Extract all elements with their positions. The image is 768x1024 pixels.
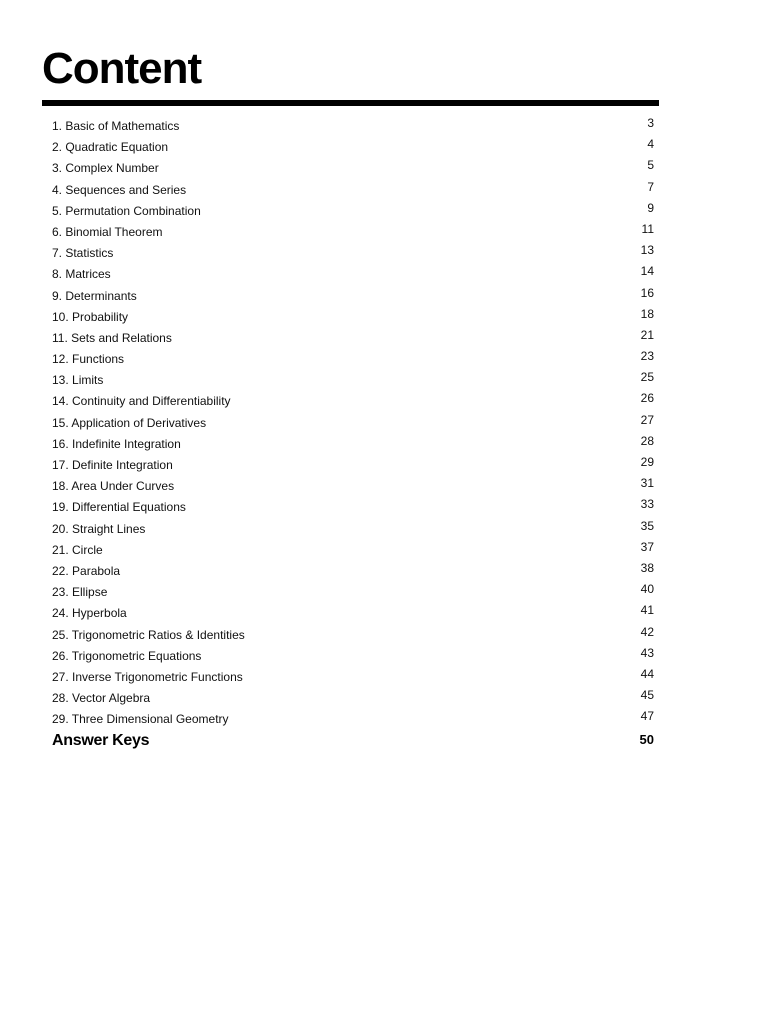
- toc-entry-label: 2. Quadratic Equation: [52, 140, 169, 155]
- toc-entry[interactable]: [52, 264, 656, 285]
- toc-entry-label: 4. Sequences and Series: [52, 182, 187, 197]
- toc-entry[interactable]: [52, 180, 656, 201]
- toc-entry-label: 6. Binomial Theorem: [52, 224, 163, 239]
- toc-entry-label: 21. Circle: [52, 542, 103, 557]
- toc-entry-label: 9. Determinants: [52, 288, 137, 303]
- toc-entry-page-number: 44: [640, 666, 654, 681]
- toc-entry-label: 29. Three Dimensional Geometry: [52, 712, 229, 727]
- toc-entry-page-number: 13: [640, 243, 654, 258]
- answer-keys-page-number: 50: [639, 732, 654, 747]
- toc-entry-page-number: 47: [640, 709, 654, 724]
- toc-entry[interactable]: [52, 349, 656, 370]
- toc-entry[interactable]: [52, 646, 656, 667]
- toc-entry-label: 12. Functions: [52, 352, 125, 367]
- title-divider: [42, 100, 659, 106]
- table-of-contents: [52, 116, 656, 730]
- toc-entry[interactable]: [52, 137, 656, 158]
- toc-entry-page-number: 3: [647, 116, 654, 130]
- toc-entry-page-number: 11: [641, 221, 654, 236]
- toc-entry[interactable]: [52, 561, 656, 582]
- toc-entry-label: 26. Trigonometric Equations: [52, 648, 202, 663]
- toc-entry[interactable]: [52, 243, 656, 264]
- toc-entry-label: 17. Definite Integration: [52, 458, 173, 472]
- toc-entry[interactable]: [52, 286, 656, 307]
- toc-entry-page-number: 28: [640, 433, 654, 448]
- toc-entry-label: 19. Differential Equations: [52, 500, 186, 515]
- toc-entry[interactable]: [52, 625, 656, 646]
- toc-entry[interactable]: [52, 540, 656, 561]
- toc-entry[interactable]: [52, 476, 656, 497]
- toc-entry[interactable]: [52, 434, 656, 455]
- toc-entry-label: 16. Indefinite Integration: [52, 436, 181, 451]
- answer-keys-entry[interactable]: [52, 729, 656, 753]
- toc-entry[interactable]: [52, 391, 656, 412]
- toc-entry[interactable]: [52, 307, 656, 328]
- toc-entry-label: 14. Continuity and Differentiability: [52, 394, 231, 409]
- toc-entry-page-number: 38: [640, 560, 654, 575]
- toc-entry-label: 27. Inverse Trigonometric Functions: [52, 669, 243, 684]
- toc-entry-page-number: 41: [640, 603, 654, 618]
- page-title: Content: [42, 44, 202, 93]
- toc-entry-label: 28. Vector Algebra: [52, 691, 151, 706]
- toc-entry-page-number: 14: [640, 264, 654, 279]
- toc-entry-page-number: 4: [647, 137, 654, 152]
- toc-entry-label: 11. Sets and Relations: [52, 330, 172, 345]
- toc-entry[interactable]: [52, 667, 656, 688]
- toc-entry[interactable]: [52, 603, 656, 624]
- toc-entry[interactable]: [52, 116, 656, 137]
- toc-entry[interactable]: [52, 688, 656, 709]
- toc-entry-page-number: 45: [640, 688, 654, 703]
- toc-entry[interactable]: [52, 413, 656, 434]
- toc-entry[interactable]: [52, 370, 656, 391]
- toc-entry-page-number: 21: [640, 327, 654, 342]
- toc-entry-page-number: 9: [647, 200, 654, 215]
- toc-entry[interactable]: [52, 709, 656, 730]
- toc-entry-page-number: 33: [640, 497, 654, 512]
- toc-entry-label: 10. Probability: [52, 309, 129, 324]
- toc-entry-label: 13. Limits: [52, 373, 104, 388]
- toc-entry-page-number: 29: [640, 455, 654, 469]
- toc-entry[interactable]: [52, 222, 656, 243]
- toc-entry-page-number: 27: [640, 412, 654, 427]
- toc-entry[interactable]: [52, 328, 656, 349]
- toc-entry-page-number: 23: [640, 349, 654, 364]
- toc-entry-label: 24. Hyperbola: [52, 606, 127, 621]
- toc-entry-page-number: 40: [640, 582, 654, 597]
- toc-entry-label: 1. Basic of Mathematics: [52, 119, 180, 133]
- toc-entry[interactable]: [52, 158, 656, 179]
- toc-entry-label: 15. Application of Derivatives: [52, 415, 207, 430]
- toc-entry[interactable]: [52, 201, 656, 222]
- toc-entry-page-number: 37: [640, 539, 654, 554]
- toc-entry-label: 3. Complex Number: [52, 161, 159, 176]
- toc-entry-page-number: 26: [640, 391, 654, 406]
- toc-entry-page-number: 43: [640, 645, 654, 660]
- toc-entry-page-number: 5: [647, 158, 654, 173]
- toc-entry[interactable]: [52, 497, 656, 518]
- toc-entry[interactable]: [52, 455, 656, 476]
- toc-entry-label: 23. Ellipse: [52, 585, 108, 600]
- toc-entry-label: 18. Area Under Curves: [52, 479, 175, 494]
- toc-entry[interactable]: [52, 582, 656, 603]
- toc-entry-label: 7. Statistics: [52, 246, 114, 261]
- toc-entry[interactable]: [52, 519, 656, 540]
- toc-entry-label: 20. Straight Lines: [52, 521, 146, 536]
- toc-entry-label: 25. Trigonometric Ratios & Identities: [52, 627, 245, 642]
- toc-entry-page-number: 42: [640, 624, 654, 639]
- answer-keys-label: Answer Keys: [52, 732, 150, 749]
- toc-entry-label: 8. Matrices: [52, 267, 111, 282]
- toc-entry-page-number: 7: [647, 179, 654, 194]
- toc-entry-page-number: 18: [640, 306, 654, 321]
- toc-entry-label: 22. Parabola: [52, 563, 121, 578]
- toc-entry-page-number: 16: [640, 285, 654, 300]
- toc-entry-page-number: 31: [640, 476, 654, 491]
- toc-entry-page-number: 25: [640, 370, 654, 385]
- toc-entry-page-number: 35: [640, 518, 654, 533]
- toc-entry-label: 5. Permutation Combination: [52, 203, 201, 218]
